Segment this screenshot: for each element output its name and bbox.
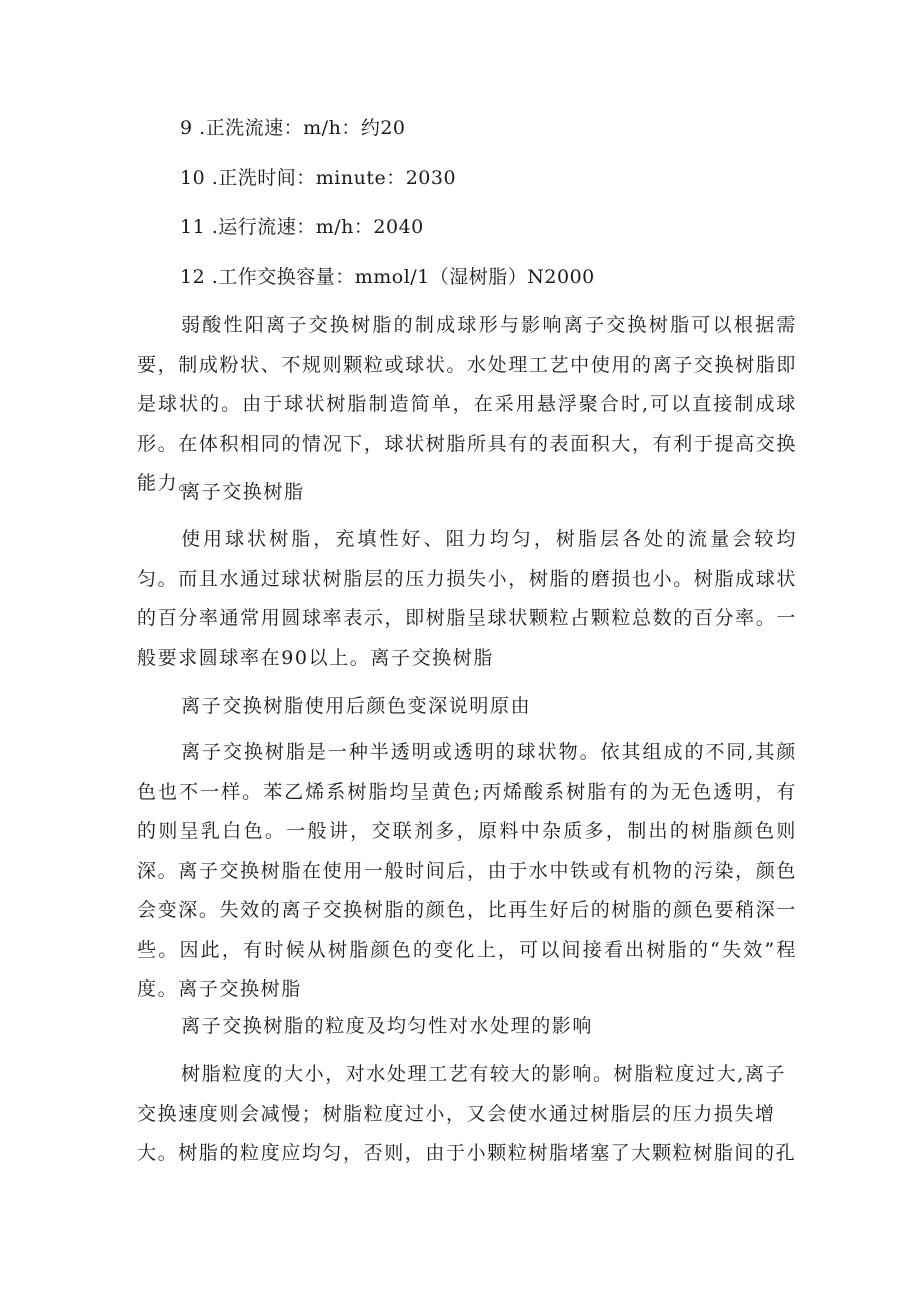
paragraph-line: 大。树脂的粒度应均匀，否则，由于小颗粒树脂堵塞了大颗粒树脂间的孔 (137, 1142, 797, 1164)
paragraph-spherical-benefits: 使用球状树脂，充填性好、阻力均匀，树脂层各处的流量会较均匀。而且水通过球状树脂层的压力损失小，树脂的磨损也小。树脂成球状的百分率通常用圆球率表示，即树脂呈球状颗粒占颗粒总数的百分率。一般要求圆球率在90以上。离子交换树脂 (137, 528, 797, 669)
section-heading-ion-exchange-resin: 离子交换树脂 (181, 481, 305, 503)
paragraph-spherical-resin: 弱酸性阳离子交换树脂的制成球形与影响离子交换树脂可以根据需要，制成粉状、不规则颗粒或球状。水处理工艺中使用的离子交换树脂即是球状的。由于球状树脂制造简单，在采用悬浮聚合时,可以直接制成球形。在体积相同的情况下，球状树脂所具有的表面积大，有利于提高交换能力。 (137, 314, 797, 494)
paragraph-particle-size (137, 1055, 797, 1174)
section-heading-color-change: 离子交换树脂使用后颜色变深说明原由 (181, 695, 532, 717)
list-item-9: 9 .正洗流速：m/h：约20 (180, 117, 406, 139)
section-heading-particle-size: 离子交换树脂的粒度及均匀性对水处理的影响 (181, 1015, 594, 1037)
list-item-10: 10 .正洗时间：minute：2030 (180, 167, 457, 189)
paragraph-line: 树脂粒度的大小，对水处理工艺有较大的影响。树脂粒度过大,离子 (181, 1063, 787, 1085)
list-item-11: 11 .运行流速：m/h：2040 (180, 216, 424, 238)
list-item-12: 12 .工作交换容量：mmol/1（湿树脂）N2000 (180, 266, 595, 288)
paragraph-color-change: 离子交换树脂是一种半透明或透明的球状物。依其组成的不同,其颜色也不一样。苯乙烯系树脂均呈黄色;丙烯酸系树脂有的为无色透明，有的则呈乳白色。一般讲，交联剂多，原料中杂质多，制出的树脂颜色则深。离子交换树脂在使用一般时间后，由于水中铁或有机物的污染，颜色会变深。失效的离子交换树脂的颜色，比再生好后的树脂的颜色要稍深一些。因此，有时候从树脂颜色的变化上，可以间接看出树脂的“失效”程度。离子交换树脂 (137, 741, 797, 1000)
paragraph-line: 交换速度则会减慢；树脂粒度过小，又会使水通过树脂层的压力损失增 (137, 1102, 776, 1125)
